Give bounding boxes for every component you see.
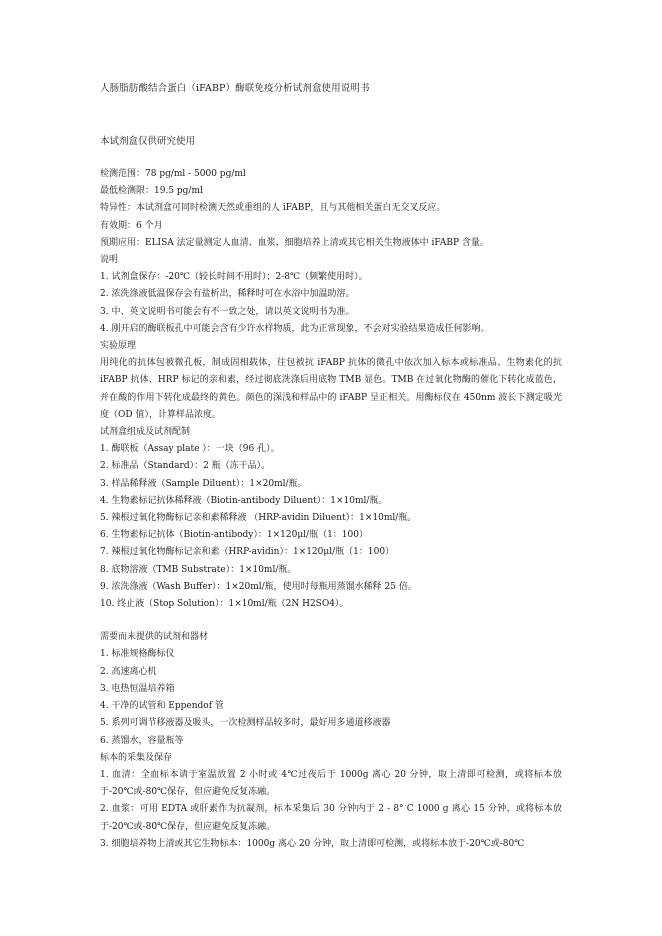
principle-heading: 实验原理 <box>100 341 137 352</box>
note-item: 4. 刚开启的酶联板孔中可能会含有少许水样物质，此为正常现象，不会对实验结果造成任何影响。 <box>100 323 490 334</box>
equipment-heading: 需要而未提供的试剂和器材 <box>100 632 209 643</box>
equipment-item: 6. 蒸馏水，容量瓶等 <box>100 735 184 746</box>
research-use-notice: 本试剂盒仅供研究使用 <box>100 136 196 147</box>
spec-detection-range: 检测范围：78 pg/ml - 5000 pg/ml <box>100 169 246 179</box>
section-spacer <box>100 613 562 629</box>
spec-specificity: 特异性：本试剂盒可同时检测天然或重组的人 iFABP，且与其他相关蛋白无交叉反应。 <box>100 203 446 214</box>
kit-heading: 试剂盒组成及试剂配制 <box>100 427 191 438</box>
kit-item: 9. 浓洗涤液（Wash Buffer）：1×20ml/瓶，使用时每瓶用蒸馏水稀释 25 倍。 <box>100 581 417 592</box>
note-item: 3. 中、英文说明书可能会有不一致之处，请以英文说明书为准。 <box>100 306 355 317</box>
sample-item-serum: 1. 血清：全血标本请于室温放置 2 小时或 4℃过夜后于 1000g 离心 20 分钟，取上清即可检测，或将标本放于-20℃或-80℃保存，但应避免反复冻融。 <box>100 769 562 798</box>
document-title: 人肠脂肪酸结合蛋白（iFABP）酶联免疫分析试剂盒使用说明书 <box>100 83 370 94</box>
principle-paragraph: 用纯化的抗体包被微孔板，制成固相载体，往包被抗 iFABP 抗体的微孔中依次加入标本或标准品、生物素化的抗 iFABP 抗体、HRP 标记的亲和素，经过彻底洗涤后用底物 TMB 显色。TMB 在过氧化物酶的催化下转化成蓝色，并在酸的作用下转化成最终的黄色。颜色的深浅和样品中的 iFABP 呈正相关。用酶标仪在 450nm 波长下测定吸光度（OD 值），计算样品浓度。 <box>100 358 562 420</box>
equipment-item: 2. 高速离心机 <box>100 666 157 677</box>
note-item: 1. 试剂盒保存：-20℃（较长时间不用时）；2-8℃（频繁使用时）。 <box>100 272 368 283</box>
kit-item: 6. 生物素标记抗体（Biotin-antibody）：1×120μl/瓶（1：100） <box>100 530 368 541</box>
kit-item: 5. 辣根过氧化物酶标记亲和素稀释液 （HRP-avidin Diluent）：1×10ml/瓶。 <box>100 513 417 524</box>
kit-item: 8. 底物溶液（TMB Substrate）：1×10ml/瓶。 <box>100 564 297 575</box>
equipment-item: 3. 电热恒温培养箱 <box>100 683 175 694</box>
document-body <box>100 166 562 853</box>
kit-item: 3. 样品稀释液（Sample Diluent）：1×20ml/瓶。 <box>100 478 307 489</box>
kit-item: 1. 酶联板（Assay plate ）：一块（96 孔）。 <box>100 444 280 455</box>
sample-item-culture: 3. 细胞培养物上清或其它生物标本：1000g 离心 20 分钟，取上清即可检测，或将标本放于-20℃或-80℃ <box>100 838 525 849</box>
equipment-item: 1. 标准规格酶标仪 <box>100 649 175 660</box>
kit-item: 7. 辣根过氧化物酶标记亲和素（HRP-avidin）：1×120μl/瓶（1：100） <box>100 547 395 558</box>
sample-item-plasma: 2. 血浆：可用 EDTA 或肝素作为抗凝剂，标本采集后 30 分钟内于 2 - 8° C 1000 g 离心 15 分钟，或将标本放于-20℃或-80℃保存，但应避免反复冻融。 <box>100 804 562 832</box>
note-item: 2. 浓洗涤液低温保存会有盐析出，稀释时可在水浴中加温助溶。 <box>100 289 355 300</box>
spec-intended-use: 预期应用：ELISA 法定量测定人血清、血浆、细胞培养上清或其它相关生物液体中 iFABP 含量。 <box>100 237 489 248</box>
kit-item: 4. 生物素标记抗体稀释液（Biotin-antibody Diluent）：1×10ml/瓶。 <box>100 495 388 506</box>
equipment-item: 4. 干净的试管和 Eppendof 管 <box>100 701 224 712</box>
equipment-item: 5. 系列可调节移液器及吸头，一次检测样品较多时，最好用多通道移液器 <box>100 718 391 729</box>
samples-heading: 标本的采集及保存 <box>100 752 173 763</box>
notes-heading: 说明 <box>100 255 119 266</box>
kit-item: 10. 终止液（Stop Solution）：1×10ml/瓶（2N H2SO4）。 <box>100 599 349 610</box>
spec-validity: 有效期：6 个月 <box>100 220 163 231</box>
spec-detection-limit: 最低检测限：19.5 pg/ml <box>100 186 203 197</box>
kit-item: 2. 标准品（Standard）：2 瓶（冻干品）。 <box>100 461 271 472</box>
